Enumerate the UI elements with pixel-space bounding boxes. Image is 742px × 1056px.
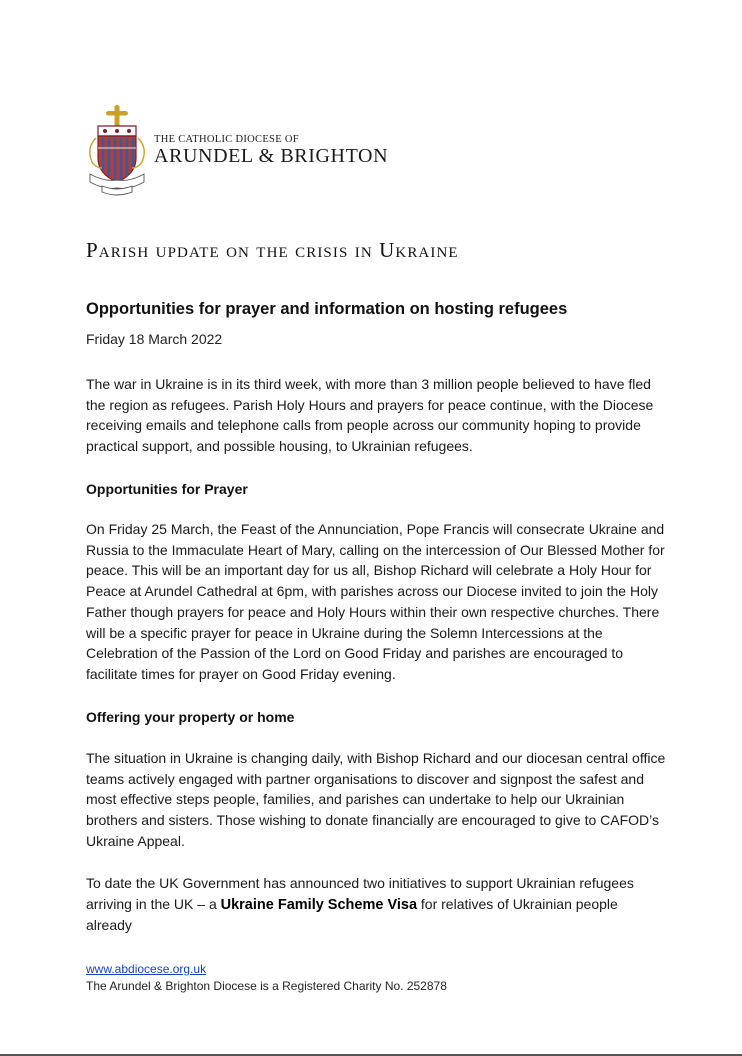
intro-paragraph: The war in Ukraine is in its third week, with more than 3 million people believed to have fled the region as refugees. Parish Holy Hours and prayers for peace continue, with the Diocese receiving emails and telephone calls from people across our community hoping to provide practical support, and possible housing, to Ukrainian refugees. — [86, 376, 654, 455]
prayer-paragraph: On Friday 25 March, the Feast of the Annunciation, Pope Francis will consecrate Ukraine and Russia to the Immaculate Heart of Mary, calling on the intercession of Our Blessed Mother for peace. This will be an important day for us all, Bishop Richard will celebrate a Holy Hour for Peace at Arundel Cathedral at 6pm, with parishes across our Diocese invited to join the Holy Father though prayers for peace and Holy Hours within their own respective churches. There will be a specific prayer for peace in Ukraine during the Solemn Intercessions at the Celebration of the Passion of the Lord on Good Friday and parishes are encouraged to facilitate times for prayer on Good Friday evening. — [86, 521, 665, 682]
diocese-name-block — [154, 134, 388, 168]
government-schemes-paragraph — [86, 873, 666, 936]
document-subtitle: Opportunities for prayer and information on hosting refugees — [86, 300, 568, 318]
logo-line-arundel-brighton: ARUNDEL & BRIGHTON — [154, 145, 389, 167]
logo-line-catholic-diocese: THE CATHOLIC DIOCESE OF — [154, 134, 299, 145]
document-title: Parish update on the crisis in Ukraine — [86, 238, 459, 262]
diocese-logo — [84, 104, 404, 200]
schemes-text-start: To date the UK Government has announced two initiatives to support Ukrainian refugees arriving in the UK – a — [86, 875, 634, 912]
document-date: Friday 18 March 2022 — [86, 331, 223, 347]
diocese-crest-icon — [84, 104, 150, 198]
section-heading-prayer: Opportunities for Prayer — [86, 481, 248, 497]
charity-statement: The Arundel & Brighton Diocese is a Registered Charity No. 252878 — [86, 979, 447, 993]
schemes-text-end: for relatives of Ukrainian people already — [86, 895, 618, 934]
property-paragraph: The situation in Ukraine is changing daily, with Bishop Richard and our diocesan central office teams actively engaged with partner organisations to discover and signpost the safest and most effective steps people, families, and parishes can undertake to help our Ukrainian brothers and sisters. Those wishing to donate financially are encouraged to give to CAFOD’s Ukraine Appeal. — [86, 750, 666, 849]
section-heading-property: Offering your property or home — [86, 709, 295, 725]
website-link[interactable]: www.abdiocese.org.uk — [86, 962, 207, 976]
ukraine-family-scheme-visa: Ukraine Family Scheme Visa — [220, 896, 418, 913]
